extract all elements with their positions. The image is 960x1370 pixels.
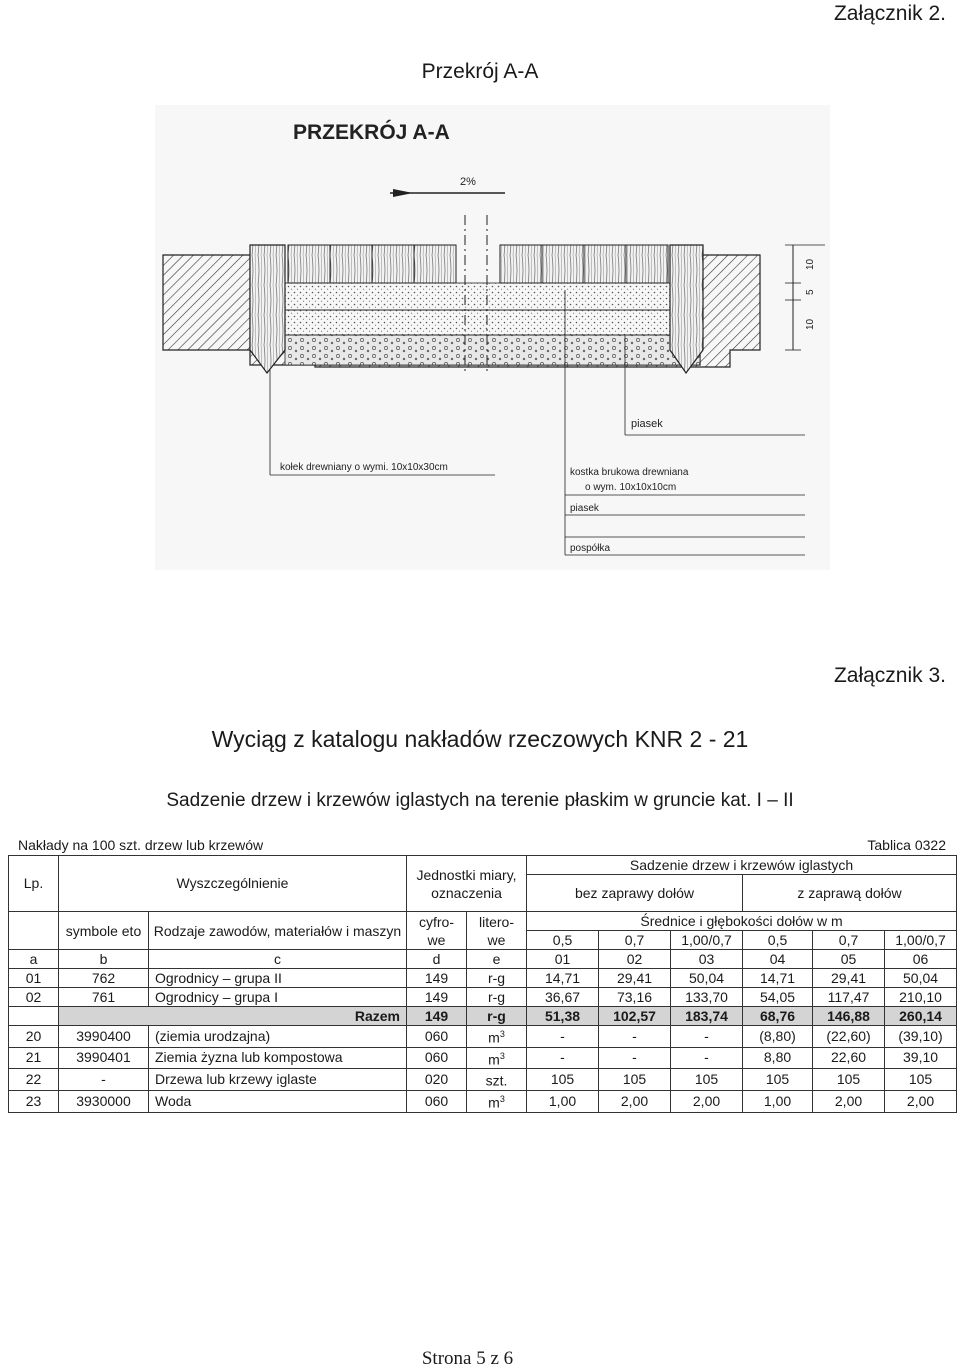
page-footer: Strona 5 z 6 xyxy=(421,1348,514,1369)
size-cell: 0,5 xyxy=(743,931,813,950)
cross-section-drawing xyxy=(155,105,830,570)
dim-5: 5 xyxy=(805,289,816,295)
header-sadzenie: Sadzenie drzew i krzewów iglastych xyxy=(527,856,957,875)
size-cell: 0,5 xyxy=(527,931,599,950)
label-sand-top: piasek xyxy=(631,418,663,430)
label-cube: kostka brukowa drewniana xyxy=(570,467,689,478)
header-cyfrowe: cyfro- we xyxy=(407,912,467,950)
header-symbole: symbole eto xyxy=(59,912,149,950)
header-bez-zaprawy: bez zaprawy dołów xyxy=(527,875,743,912)
dim-10-bottom: 10 xyxy=(805,318,816,330)
knr-table xyxy=(8,855,957,1113)
table-row: 20 3990400 (ziemia urodzajna) 060 $m^3$ - - - (8,80) (22,60) (39,10) xyxy=(9,1026,957,1048)
size-cell: 1,00/0,7 xyxy=(885,931,957,950)
razem-row: Razem 149 r-g 51,38 102,57 183,74 68,76 146,88 260,14 xyxy=(9,1007,957,1026)
table-row: 23 3930000 Woda 060 $m^3$ 1,00 2,00 2,00 1,00 2,00 2,00 xyxy=(9,1090,957,1112)
catalog-title: Wyciąg z katalogu nakładów rzeczowych KNR 2 - 21 xyxy=(211,726,749,752)
drawing-title: PRZEKRÓJ A-A xyxy=(293,121,450,144)
label-cube-size: o wym. 10x10x10cm xyxy=(585,482,677,493)
size-cell: 0,7 xyxy=(813,931,885,950)
header-z-zaprawa: z zaprawą dołów xyxy=(743,875,957,912)
dim-10-top: 10 xyxy=(805,258,816,270)
header-srednice: Średnice i głębokości dołów w m xyxy=(527,912,957,931)
label-sand: piasek xyxy=(570,503,599,514)
letters-row: a b c d e 01 02 03 04 05 06 xyxy=(9,950,957,969)
header-jednostki: Jednostki miary, oznaczenia xyxy=(407,856,527,912)
table-row: 02 761 Ogrodnicy – grupa I 149 r-g 36,67 73,16 133,70 54,05 117,47 210,10 xyxy=(9,988,957,1007)
table-caption-right: Tablica 0322 xyxy=(867,837,946,853)
section-title: Przekrój A-A xyxy=(421,60,539,83)
size-cell: 0,7 xyxy=(599,931,671,950)
header-literowe: litero- we xyxy=(467,912,527,950)
table-row: 01 762 Ogrodnicy – grupa II 149 r-g 14,71 29,41 50,04 14,71 29,41 50,04 xyxy=(9,969,957,988)
table-row: 21 3990401 Ziemia żyzna lub kompostowa 060 $m^3$ - - - 8,80 22,60 39,10 xyxy=(9,1047,957,1069)
slope-label: 2% xyxy=(460,176,476,188)
annex-2-label: Załącznik 2. xyxy=(833,2,946,25)
table-caption-left: Nakłady na 100 szt. drzew lub krzewów xyxy=(18,837,264,853)
table-row: 22 - Drzewa lub krzewy iglaste 020 szt. 105 105 105 105 105 105 xyxy=(9,1069,957,1091)
header-lp: Lp. xyxy=(9,856,59,912)
catalog-subtitle: Sadzenie drzew i krzewów iglastych na terenie płaskim w gruncie kat. I – II xyxy=(166,790,794,811)
size-cell: 1,00/0,7 xyxy=(671,931,743,950)
annex-3-label: Załącznik 3. xyxy=(833,664,946,687)
header-wyszczegolnienie: Wyszczególnienie xyxy=(59,856,407,912)
header-rodzaje: Rodzaje zawodów, materiałów i maszyn xyxy=(149,912,407,950)
label-peg: kołek drewniany o wymi. 10x10x30cm xyxy=(280,462,448,473)
label-base: pospółka xyxy=(570,543,611,554)
